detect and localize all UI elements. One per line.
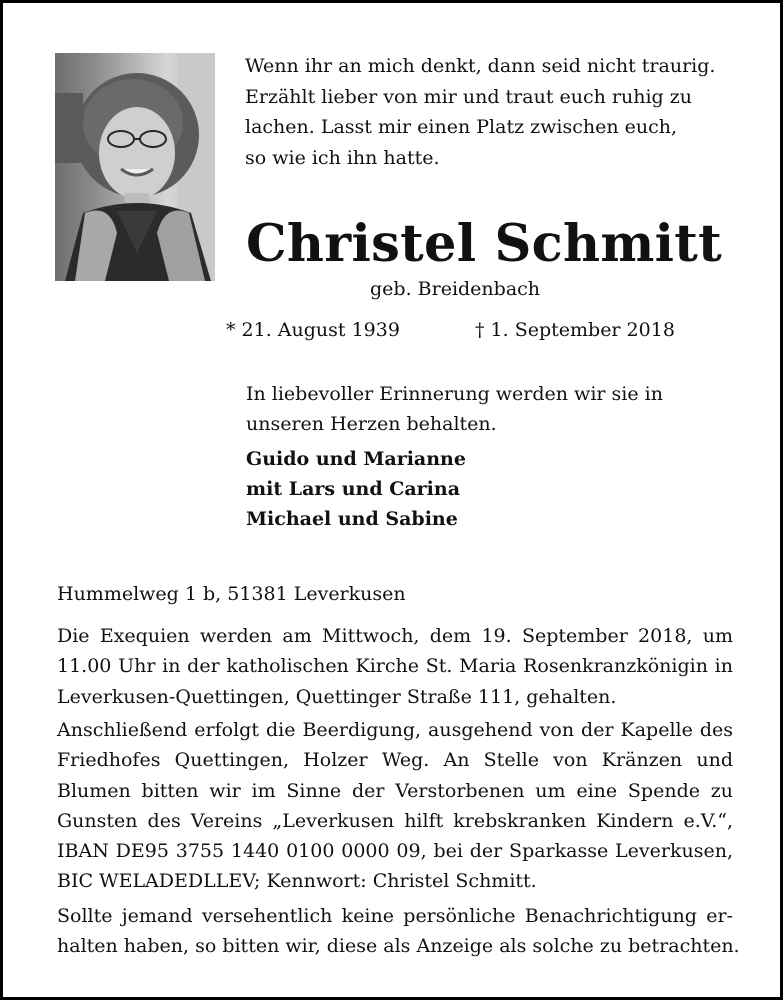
paragraph-line: 11.00 Uhr in der katholischen Kirche St. Maria Rosenkranzkönigin in <box>57 655 733 678</box>
memory-line: In liebevoller Erinnerung werden wir sie in <box>246 383 663 405</box>
family-line: mit Lars und Carina <box>246 478 461 500</box>
paragraph-line: halten haben, so bitten wir, diese als Anzeige als solche zu betrachten. <box>57 935 740 958</box>
death-date: † 1. September 2018 <box>475 319 675 341</box>
maiden-name: geb. Breidenbach <box>370 278 541 300</box>
poem-line: Erzählt lieber von mir und traut euch ruhig zu <box>245 85 692 108</box>
birth-date: * 21. August 1939 <box>226 319 400 341</box>
paragraph-line: Leverkusen-Quettingen, Quettinger Straße 111, gehalten. <box>57 685 617 708</box>
paragraph-line: Friedhofes Quettingen, Holzer Weg. An Stelle von Kränzen und <box>57 749 733 772</box>
paragraph-line: Sollte jemand versehentlich keine persönliche Benachrichtigung er- <box>57 905 733 927</box>
portrait-image <box>55 53 215 281</box>
paragraph-line: Die Exequien werden am Mittwoch, dem 19. September 2018, um <box>57 625 733 647</box>
burial-paragraph <box>57 715 733 897</box>
paragraph-line: Blumen bitten wir im Sinne der Verstorbenen um eine Spende zu <box>57 779 733 802</box>
deceased-name: Christel Schmitt <box>246 214 722 274</box>
notice-paragraph <box>57 901 740 962</box>
paragraph-line: Anschließend erfolgt die Beerdigung, ausgehend von der Kapelle des <box>57 719 733 741</box>
poem-line: so wie ich ihn hatte. <box>245 146 440 169</box>
family-line: Guido und Marianne <box>246 448 466 470</box>
family-signatures <box>246 444 466 534</box>
portrait-photo <box>55 53 215 281</box>
memory-text <box>246 379 716 439</box>
memory-line: unseren Herzen behalten. <box>246 413 497 435</box>
poem <box>245 51 745 173</box>
paragraph-line: Gunsten des Vereins „Leverkusen hilft krebskranken Kindern e.V.“, <box>57 809 733 832</box>
poem-line: lachen. Lasst mir einen Platz zwischen euch, <box>245 116 678 138</box>
family-line: Michael und Sabine <box>246 508 458 530</box>
exequien-paragraph <box>57 621 733 712</box>
paragraph-line: BIC WELADEDLLEV; Kennwort: Christel Schmitt. <box>57 870 537 893</box>
paragraph-line: IBAN DE95 3755 1440 0100 0000 09, bei der Sparkasse Leverkusen, <box>57 840 733 863</box>
poem-line: Wenn ihr an mich denkt, dann seid nicht traurig. <box>245 55 716 77</box>
family-address: Hummelweg 1 b, 51381 Leverkusen <box>57 583 406 605</box>
